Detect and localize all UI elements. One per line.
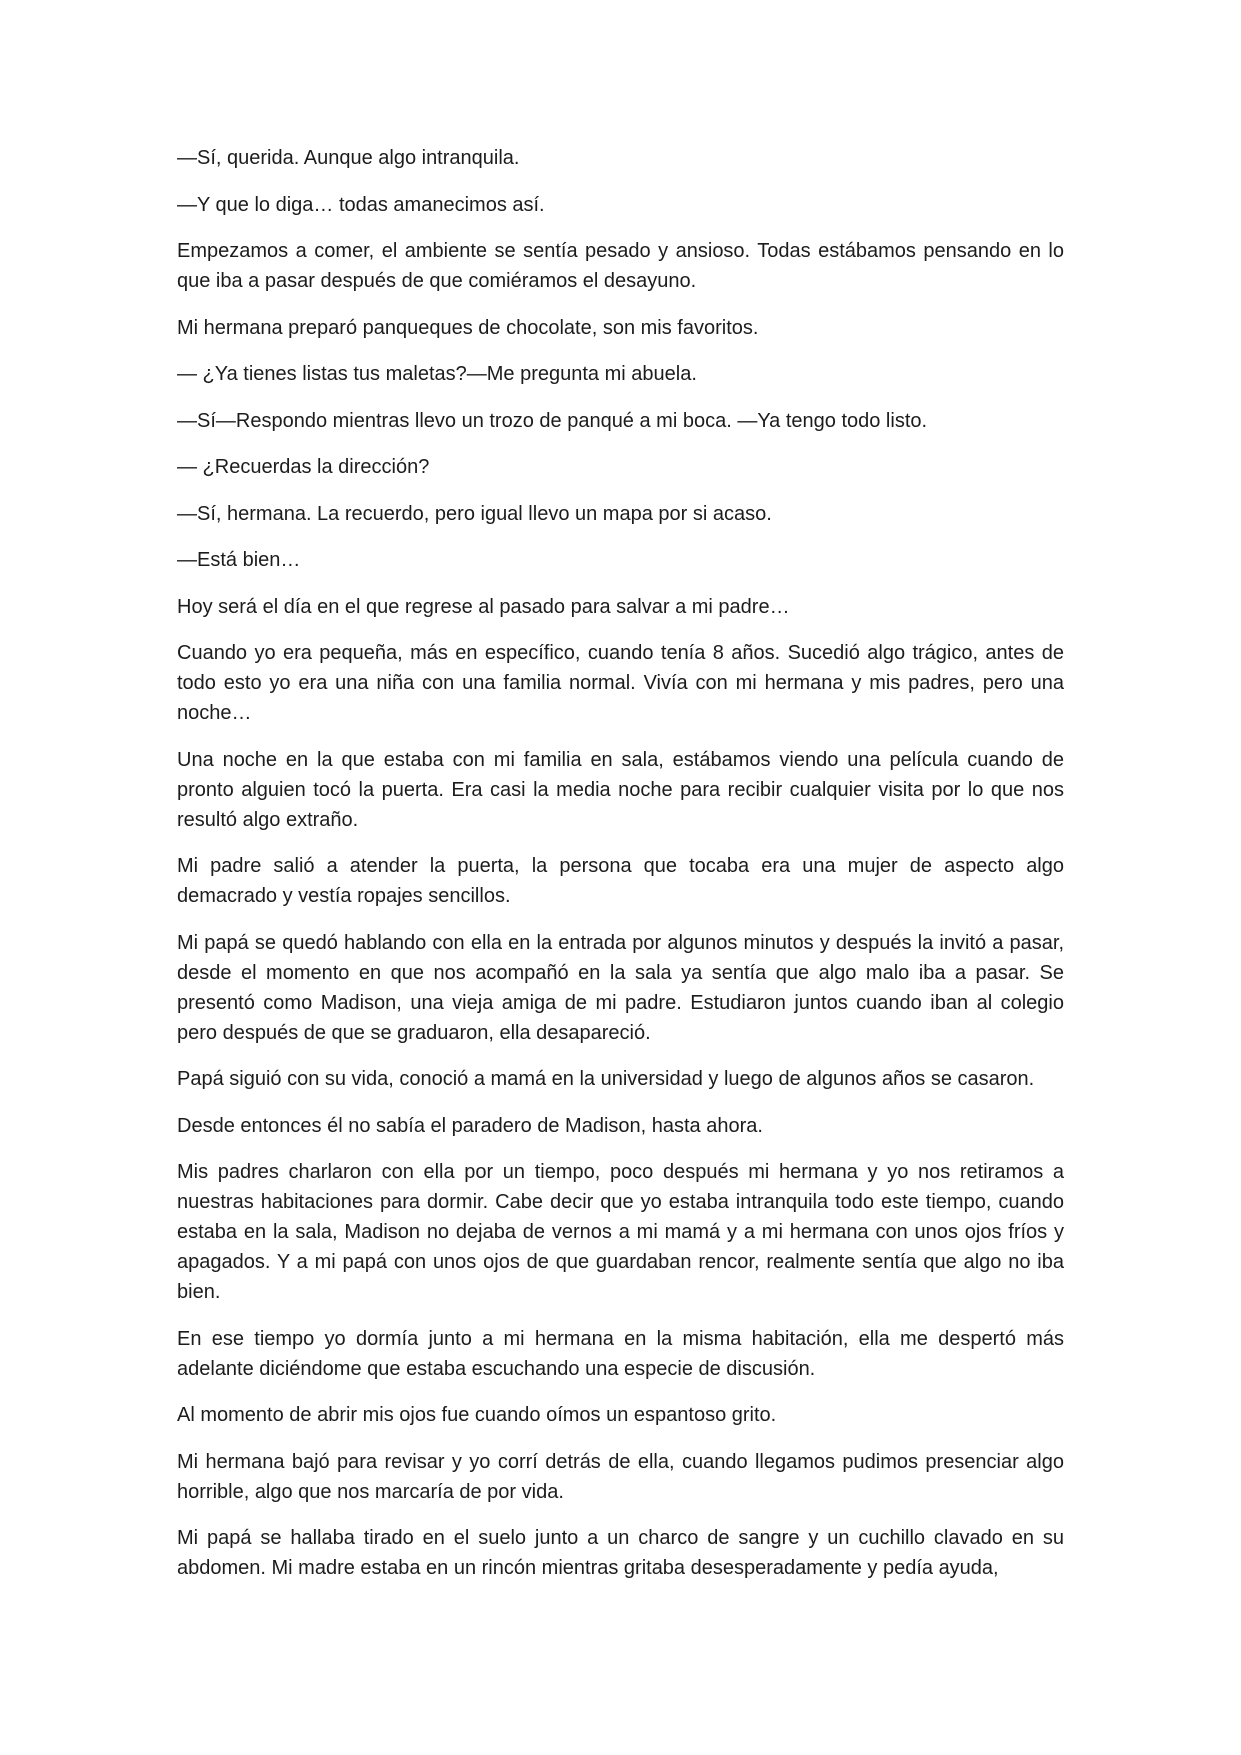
paragraph: —Sí, querida. Aunque algo intranquila. (177, 147, 520, 169)
paragraph: —Y que lo diga… todas amanecimos así. (177, 193, 545, 216)
paragraph: — ¿Ya tienes listas tus maletas?—Me pregunta mi abuela. (177, 363, 697, 385)
paragraph: —Sí—Respondo mientras llevo un trozo de panqué a mi boca. —Ya tengo todo listo. (177, 409, 928, 432)
paragraph: —Sí, hermana. La recuerdo, pero igual llevo un mapa por si acaso. (177, 502, 772, 525)
paragraph: Cuando yo era pequeña, más en específico, cuando tenía 8 años. Sucedió algo trágico, antes de todo esto yo era una niña con una familia normal. Vivía con mi hermana y mis padres, pero una noche… (177, 642, 1064, 724)
paragraph: Mi padre salió a atender la puerta, la persona que tocaba era una mujer de aspecto algo demacrado y vestía ropajes sencillos. (177, 855, 1064, 907)
paragraph: En ese tiempo yo dormía junto a mi hermana en la misma habitación, ella me despertó más adelante diciéndome que estaba escuchando una especie de discusión. (177, 1327, 1064, 1380)
paragraph: Mi papá se hallaba tirado en el suelo junto a un charco de sangre y un cuchillo clavado en su abdomen. Mi madre estaba en un rincón mientras gritaba desesperadamente y pedía ayuda, (177, 1527, 1064, 1579)
paragraph: Mi hermana bajó para revisar y yo corrí detrás de ella, cuando llegamos pudimos presenciar algo horrible, algo que nos marcaría de por vida. (177, 1450, 1064, 1503)
paragraph: Mis padres charlaron con ella por un tiempo, poco después mi hermana y yo nos retiramos a nuestras habitaciones para dormir. Cabe decir que yo estaba intranquila todo este tiempo, cuando estaba en la sala, Madison no dejaba de vernos a mi mamá y a mi hermana con unos ojos fríos y apagados. Y a mi papá con unos ojos de que guardaban rencor, realmente sentía que algo no iba bien. (177, 1161, 1064, 1303)
paragraph: Al momento de abrir mis ojos fue cuando oímos un espantoso grito. (177, 1404, 777, 1426)
paragraph: — ¿Recuerdas la dirección? (177, 456, 430, 478)
paragraph: —Está bien… (177, 549, 301, 571)
document-body (177, 143, 1064, 1600)
paragraph: Papá siguió con su vida, conoció a mamá en la universidad y luego de algunos años se casaron. (177, 1068, 1035, 1090)
paragraph: Desde entonces él no sabía el paradero de Madison, hasta ahora. (177, 1114, 763, 1137)
paragraph: Mi hermana preparó panqueques de chocolate, son mis favoritos. (177, 316, 759, 339)
paragraph: Mi papá se quedó hablando con ella en la entrada por algunos minutos y después la invitó a pasar, desde el momento en que nos acompañó en la sala ya sentía que algo malo iba a pasar. Se presentó como Madison, una vieja amiga de mi padre. Estudiaron juntos cuando iban al colegio pero después de que se graduaron, ella desapareció. (177, 931, 1064, 1044)
paragraph: Una noche en la que estaba con mi familia en sala, estábamos viendo una película cuando de pronto alguien tocó la puerta. Era casi la media noche para recibir cualquier visita por lo que nos resultó algo extraño. (177, 748, 1064, 831)
paragraph: Hoy será el día en el que regrese al pasado para salvar a mi padre… (177, 595, 790, 618)
paragraph: Empezamos a comer, el ambiente se sentía pesado y ansioso. Todas estábamos pensando en lo que iba a pasar después de que comiéramos el desayuno. (177, 240, 1064, 292)
